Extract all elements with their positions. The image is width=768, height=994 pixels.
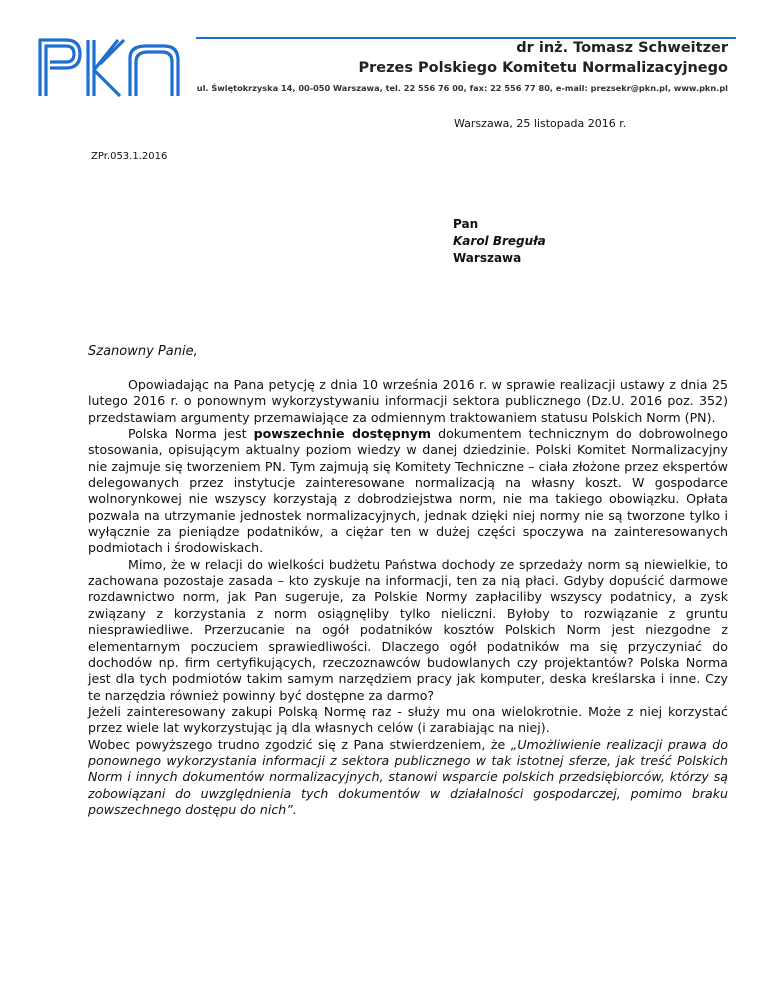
letter-date: Warszawa, 25 listopada 2016 r. <box>454 117 627 130</box>
sender-name: dr inż. Tomasz Schweitzer <box>516 40 728 56</box>
header-rule <box>196 37 736 39</box>
addressee-city: Warszawa <box>453 251 522 265</box>
paragraph-2-rest: dokumentem technicznym do dobrowolnego stosowania, opisującym aktualny poziom wiedzy w danej dziedzinie. Polski Komitet Normalizacyjny nie zajmuje się tworzeniem PN. Tym zajmują się Komitety Techniczne – ciała złożone przez ekspertów delegowanych przez instytucje zainteresowane normalizacją na własny koszt. W gospodarce wolnorynkowej nie wszyscy korzystają z dobrodziejstwa norm, nie ma takiego obowiązku. Opłata pozwala na utrzymanie jednostek normalizacyjnych, jednak dzięki niej normy nie są tworzone tylko i wyłącznie za pieniądze podatników, a ciężar ten w dużej części spoczywa na zainteresowanych podmiotach i środowiskach. <box>88 426 728 556</box>
sender-title: Prezes Polskiego Komitetu Normalizacyjnego <box>358 60 728 76</box>
paragraph-2-start: Polska Norma jest <box>128 426 254 442</box>
reference-number: ZPr.053.1.2016 <box>91 151 168 162</box>
paragraph-1: Opowiadając na Pana petycję z dnia 10 września 2016 r. w sprawie realizacji ustawy z dnia 25 lutego 2016 r. o ponownym wykorzystywaniu informacji sektora publicznego (Dz.U. 2016 poz. 352) przedstawiam argumenty przemawiające za odmiennym traktowaniem statusu Polskich Norm (PN). <box>88 377 728 425</box>
pkn-logo <box>36 36 186 98</box>
letter-body <box>88 377 728 818</box>
sender-address: ul. Świętokrzyska 14, 00-050 Warszawa, tel. 22 556 76 00, fax: 22 556 77 80, e-mail: prezsekr@pkn.pl, www.pkn.pl <box>196 83 728 93</box>
paragraph-3: Mimo, że w relacji do wielkości budżetu Państwa dochody ze sprzedaży norm są niewielkie, to zachowana pozostaje zasada – kto zyskuje na informacji, ten za nią płaci. Gdyby dopuścić darmowe rozdawnictwo norm, jak Pan sugeruje, za Polskie Normy zapłaciliby wszyscy podatnicy, a zysk związany z korzystania z norm osiągnęliby tylko nieliczni. Byłoby to rozwiązanie z gruntu niesprawiedliwe. Przerzucanie na ogół podatników kosztów Polskich Norm jest niezgodne z elementarnym poczuciem sprawiedliwości. Dlaczego ogół podatników ma się przyczyniać do dochodów np. firm certyfikujących, rzeczoznawców budowlanych czy projektantów? Polska Norma jest dla tych podmiotów takim samym narzędziem pracy jak komputer, deska kreślarska i inne. Czy te narzędzia również powinny być dostępne za darmo? <box>88 556 728 703</box>
paragraph-2 <box>88 426 728 557</box>
addressee-name: Karol Breguła <box>453 234 546 248</box>
paragraph-4: Jeżeli zainteresowany zakupi Polską Normę raz - służy mu ona wielokrotnie. Może z niej korzystać przez wiele lat wykorzystując ją dla własnych celów (i zarabiając na niej). <box>88 703 728 736</box>
addressee-line: Pan <box>453 217 479 231</box>
addressee-block <box>453 216 546 267</box>
paragraph-5-quote: „Umożliwienie realizacji prawa do ponownego wykorzystania informacji z sektora publicznego w tak istotnej sferze, jak treść Polskich Norm i innych dokumentów normalizacyjnych, stanowi wsparcie polskich przedsiębiorców, którzy są zobowiązani do uwzględnienia tych dokumentów w działalności gospodarczej, pomimo braku powszechnego dostępu do nich”. <box>88 736 729 817</box>
salutation: Szanowny Panie, <box>88 344 198 359</box>
paragraph-5 <box>88 737 728 819</box>
paragraph-2-emphasis: powszechnie dostępnym <box>253 426 432 442</box>
paragraph-5-start: Wobec powyższego trudno zgodzić się z Pana stwierdzeniem, że <box>88 736 511 752</box>
